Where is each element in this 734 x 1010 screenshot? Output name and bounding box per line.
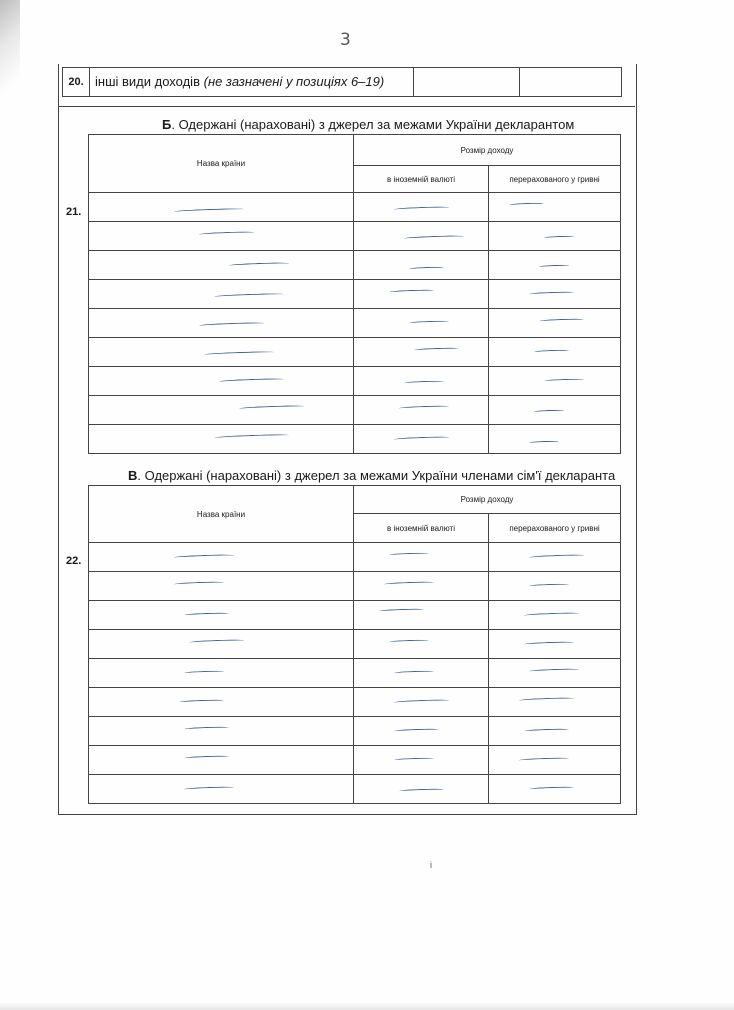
uah-cell <box>489 309 621 338</box>
section-b-title <box>162 117 574 132</box>
handwritten-entry <box>189 639 244 644</box>
table-row <box>89 338 621 367</box>
uah-cell <box>489 746 621 775</box>
table-row <box>89 251 621 280</box>
table-row <box>89 746 621 775</box>
foreign-currency-cell <box>354 367 489 396</box>
foreign-currency-cell <box>354 396 489 425</box>
section-separator <box>58 106 635 107</box>
handwritten-entry <box>524 612 579 617</box>
handwritten-entry <box>394 699 449 704</box>
handwritten-entry <box>409 266 444 270</box>
table-row <box>89 222 621 251</box>
handwritten-entry <box>519 697 574 702</box>
row-20-label <box>95 68 384 96</box>
handwritten-entry <box>519 757 569 762</box>
handwritten-entry <box>184 670 224 674</box>
country-cell <box>89 746 354 775</box>
handwritten-entry <box>219 378 284 383</box>
foreign-currency-cell <box>354 193 489 222</box>
column-header-country: Назва країни <box>89 486 354 543</box>
table-row <box>89 309 621 338</box>
uah-cell <box>489 688 621 717</box>
uah-cell <box>489 717 621 746</box>
table-row <box>89 543 621 572</box>
scan-bottom-edge <box>0 1002 734 1010</box>
table-row <box>89 193 621 222</box>
table-row <box>89 280 621 309</box>
handwritten-entry <box>184 726 229 731</box>
table-row <box>89 572 621 601</box>
handwritten-entry <box>394 436 449 441</box>
handwritten-entry <box>529 291 574 296</box>
handwritten-entry <box>539 264 569 268</box>
foreign-currency-cell <box>354 425 489 454</box>
uah-cell <box>489 251 621 280</box>
section-b-number: 21. <box>66 206 82 218</box>
handwritten-entry <box>174 208 244 213</box>
handwritten-entry <box>174 581 224 586</box>
uah-cell <box>489 338 621 367</box>
column-header-income: Розмір доходу <box>354 486 621 514</box>
country-cell <box>89 688 354 717</box>
uah-cell <box>489 572 621 601</box>
column-header-uah: перерахованого у гривні <box>489 514 621 543</box>
foreign-currency-cell <box>354 338 489 367</box>
column-header-income: Розмір доходу <box>354 135 621 166</box>
table-row <box>89 425 621 454</box>
section-b-title-text: . Одержані (нараховані) з джерел за межами України декларантом <box>171 117 575 132</box>
uah-cell <box>489 396 621 425</box>
handwritten-entry <box>409 320 449 324</box>
uah-cell <box>489 775 621 804</box>
foreign-currency-cell <box>354 601 489 630</box>
foreign-currency-cell <box>354 309 489 338</box>
handwritten-entry <box>404 380 444 384</box>
handwritten-entry <box>544 235 574 239</box>
table-row <box>89 688 621 717</box>
country-cell <box>89 222 354 251</box>
country-cell <box>89 659 354 688</box>
handwritten-entry <box>214 293 284 298</box>
country-cell <box>89 775 354 804</box>
foreign-currency-cell <box>354 572 489 601</box>
country-cell <box>89 543 354 572</box>
table-row <box>89 659 621 688</box>
handwritten-entry <box>529 668 579 673</box>
column-header-uah: перерахованого у гривні <box>489 166 621 193</box>
foreign-currency-cell <box>354 775 489 804</box>
uah-cell <box>489 193 621 222</box>
section-b-letter: Б <box>162 117 172 132</box>
country-cell <box>89 193 354 222</box>
country-cell <box>89 717 354 746</box>
handwritten-entry <box>394 670 434 674</box>
uah-cell <box>489 630 621 659</box>
handwritten-entry <box>404 235 464 240</box>
handwritten-entry <box>399 405 449 410</box>
row-20-number: 20. <box>63 68 90 96</box>
country-cell <box>89 425 354 454</box>
uah-cell <box>489 659 621 688</box>
section-v-title <box>128 468 615 483</box>
handwritten-entry <box>389 639 429 643</box>
handwritten-entry <box>414 347 459 352</box>
foreign-currency-cell <box>354 659 489 688</box>
handwritten-entry <box>394 206 449 211</box>
handwritten-entry <box>544 378 584 382</box>
handwritten-entry <box>199 322 264 327</box>
uah-cell <box>489 367 621 396</box>
handwritten-entry <box>509 202 544 206</box>
column-header-country: Назва країни <box>89 135 354 193</box>
foreign-currency-cell <box>354 280 489 309</box>
table-row <box>89 630 621 659</box>
country-cell <box>89 601 354 630</box>
foreign-currency-cell <box>354 688 489 717</box>
table-row <box>89 775 621 804</box>
section-v-letter: В <box>128 468 138 483</box>
table-row <box>89 601 621 630</box>
section-v-title-text: . Одержані (нараховані) з джерел за межами України членами сім'ї декларанта <box>137 468 616 483</box>
foreign-currency-cell <box>354 222 489 251</box>
uah-cell <box>489 601 621 630</box>
row-20-divider <box>413 68 414 96</box>
handwritten-entry <box>394 728 439 733</box>
country-cell <box>89 251 354 280</box>
handwritten-entry <box>524 641 574 646</box>
country-cell <box>89 572 354 601</box>
uah-cell <box>489 425 621 454</box>
section-b-table <box>88 134 621 454</box>
handwritten-entry <box>184 786 234 791</box>
country-cell <box>89 338 354 367</box>
column-header-foreign-currency: в іноземній валюті <box>354 514 489 543</box>
country-cell <box>89 280 354 309</box>
scan-corner-shadow <box>0 0 20 120</box>
handwritten-entry <box>229 262 289 267</box>
handwritten-entry <box>179 699 224 704</box>
table-row <box>89 717 621 746</box>
section-v-number: 22. <box>66 555 82 567</box>
handwritten-entry <box>539 318 584 323</box>
handwritten-entry <box>389 552 429 556</box>
row-20-label-text: інші види доходів <box>95 74 200 89</box>
handwritten-entry <box>184 755 229 760</box>
handwritten-entry <box>524 728 569 733</box>
handwritten-entry <box>534 409 564 413</box>
foreign-currency-cell <box>354 251 489 280</box>
country-cell <box>89 396 354 425</box>
uah-cell <box>489 543 621 572</box>
country-cell <box>89 630 354 659</box>
handwritten-entry <box>399 788 444 793</box>
handwritten-entry <box>204 351 274 356</box>
handwritten-entry <box>529 786 574 791</box>
handwritten-entry <box>529 583 569 587</box>
handwritten-entry <box>394 757 434 761</box>
foreign-currency-cell <box>354 543 489 572</box>
handwritten-entry <box>174 554 234 559</box>
row-20-note: (не зазначені у позиціях 6–19) <box>203 74 385 89</box>
handwritten-entry <box>529 440 559 444</box>
row-20 <box>62 67 622 97</box>
foreign-currency-cell <box>354 717 489 746</box>
table-row <box>89 367 621 396</box>
page-number: 3 <box>340 30 351 50</box>
uah-cell <box>489 222 621 251</box>
handwritten-entry <box>534 349 569 353</box>
handwritten-entry <box>199 231 254 236</box>
handwritten-entry <box>384 581 434 586</box>
table-row <box>89 396 621 425</box>
country-cell <box>89 367 354 396</box>
footer-mark: i <box>430 860 432 870</box>
uah-cell <box>489 280 621 309</box>
section-v-table <box>88 485 621 804</box>
handwritten-entry <box>379 608 424 613</box>
foreign-currency-cell <box>354 746 489 775</box>
handwritten-entry <box>389 289 434 294</box>
handwritten-entry <box>184 612 229 617</box>
row-20-divider <box>519 68 520 96</box>
country-cell <box>89 309 354 338</box>
handwritten-entry <box>214 434 289 440</box>
handwritten-entry <box>529 554 584 559</box>
foreign-currency-cell <box>354 630 489 659</box>
handwritten-entry <box>239 405 304 410</box>
column-header-foreign-currency: в іноземній валюті <box>354 166 489 193</box>
